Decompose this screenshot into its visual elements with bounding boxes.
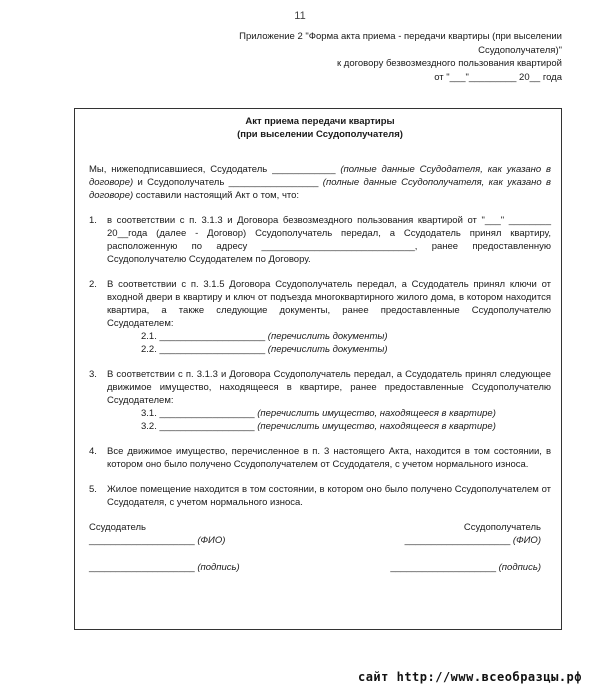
appendix-line-2: Ссудополучателя)" [478, 44, 562, 56]
sign-line: ____________________ [390, 562, 496, 573]
appendix-line-1: Приложение 2 "Форма акта приема - передачи квартиры (при выселении [239, 31, 562, 42]
act-title [89, 115, 551, 141]
item-number: 2. [89, 279, 97, 290]
sub-item-note: (перечислить имущество, находящееся в квартире) [257, 408, 496, 419]
fio-line: ____________________ [404, 535, 511, 546]
sub-item-3-2 [107, 420, 551, 433]
appendix-line-4: от "___"_________ 20__ года [434, 71, 562, 83]
lender-role: Ссудодатель [89, 522, 146, 533]
act-item-4 [89, 445, 551, 471]
appendix-header [182, 30, 562, 84]
lender-signature [89, 521, 240, 574]
intro-part-b: и Ссудополучатель _________________ [133, 177, 323, 188]
appendix-line-3: к договору безвозмездного пользования квартирой [337, 58, 562, 69]
fio-line: ____________________ [89, 535, 195, 546]
item-text: в соответствии с п. 3.1.3 и Договора безвозмездного пользования квартирой от "___" ________ 20__года (далее - Договор) Ссудополучатель передал, а Ссудодатель принял квартиру, расположенную по адресу _____________________________, ранее предоставленную Ссудополучателю Ссудодателем по Договору. [107, 215, 551, 265]
item-number: 4. [89, 446, 97, 457]
sign-note: (подпись) [498, 562, 541, 573]
sub-item-2-2 [107, 343, 551, 356]
sub-item-note: (перечислить документы) [267, 331, 388, 342]
act-title-line-1: Акт приема передачи квартиры [245, 116, 395, 127]
act-frame [74, 108, 562, 630]
item-number: 3. [89, 369, 97, 380]
act-item-3 [89, 368, 551, 433]
fio-note: (ФИО) [197, 535, 226, 546]
intro-note-a: (полные данные Ссудодателя, как указано в договоре) [89, 164, 551, 188]
act-intro [89, 163, 551, 202]
borrower-sign-row [390, 561, 541, 574]
item-text: Жилое помещение находится в том состоянии, в котором оно было получено Ссудополучателем от Ссудодателя, с учетом нормального износа. [107, 484, 551, 508]
item-text: В соответствии с п. 3.1.3 и Договора Ссудополучатель передал, а Ссудодатель принял следующее движимое имущество, находящееся в квартире, ранее предоставленные Ссудополучателю Ссудодателем: [107, 369, 551, 406]
intro-part-c: составили настоящий Акт о том, что: [133, 190, 300, 201]
page-number: 11 [294, 10, 306, 22]
sign-note: (подпись) [197, 562, 240, 573]
lender-fio-row [89, 534, 240, 547]
item-number: 1. [89, 215, 97, 226]
sub-item-label: 2.2. ____________________ [141, 344, 266, 355]
act-item-2 [89, 278, 551, 356]
borrower-role: Ссудополучатель [463, 522, 541, 533]
act-title-line-2: (при выселении Ссудополучателя) [237, 129, 403, 140]
sub-item-label: 3.1. __________________ [141, 408, 255, 419]
sub-item-label: 3.2. __________________ [141, 421, 255, 432]
site-footer: сайт http://www.всеобразцы.рф [357, 670, 582, 684]
sign-line: ____________________ [89, 562, 195, 573]
item-text: В соответствии с п. 3.1.5 Договора Ссудополучатель передал, а Ссудодатель принял ключи от входной двери в квартиру и ключ от подъезда многоквартирного жилого дома, в котором находится квартира, а также следующие документы, ранее предоставленные Ссудополучателю Ссудодателем: [107, 279, 551, 329]
item-number: 5. [89, 484, 97, 495]
item-text: Все движимое имущество, перечисленное в п. 3 настоящего Акта, находится в том состоянии, в котором оно было получено Ссудополучателем от Ссудодателя, с учетом нормального износа. [107, 446, 551, 470]
act-item-5 [89, 483, 551, 509]
borrower-fio-row [390, 534, 541, 547]
fio-note: (ФИО) [512, 535, 541, 546]
sub-item-label: 2.1. ____________________ [141, 331, 266, 342]
intro-note-b: (полные данные Ссудополучателя, как указано в договоре) [89, 177, 551, 201]
lender-sign-row [89, 561, 240, 574]
intro-part-a: Мы, нижеподписавшиеся, Ссудодатель ____________ [89, 164, 341, 175]
sub-item-2-1 [107, 330, 551, 343]
sub-item-note: (перечислить имущество, находящееся в квартире) [257, 421, 496, 432]
sub-item-3-1 [107, 407, 551, 420]
sub-item-note: (перечислить документы) [267, 344, 388, 355]
borrower-signature [390, 521, 541, 574]
act-item-1 [89, 214, 551, 266]
signature-block [89, 521, 551, 581]
